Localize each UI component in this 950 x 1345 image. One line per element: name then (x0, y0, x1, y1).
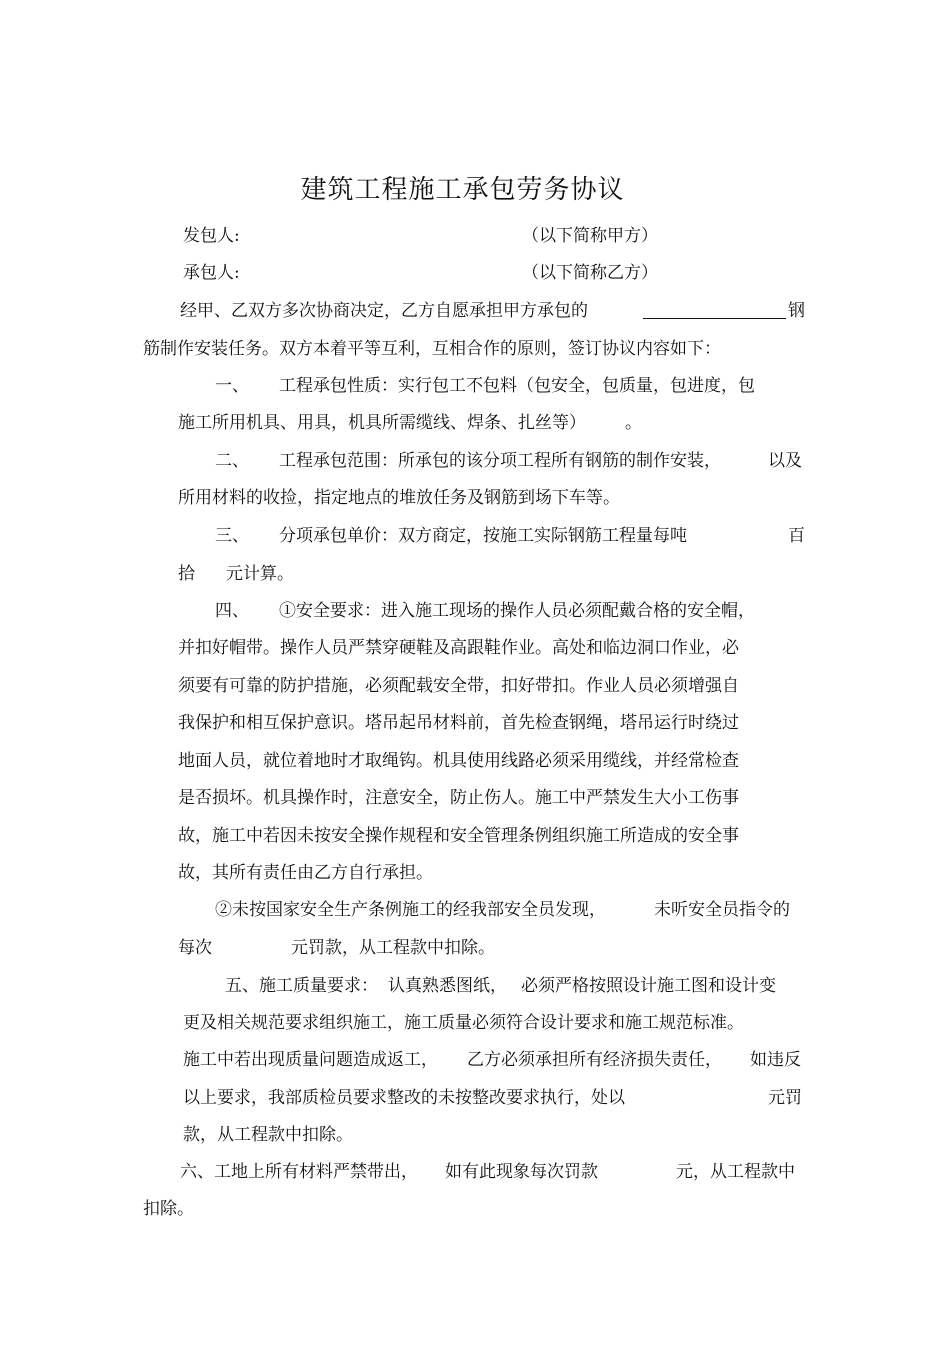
section-5-line-2: 更及相关规范要求组织施工，施工质量必须符合设计要求和施工规范标准。 (183, 1013, 744, 1033)
section-5-line-3-c: 如违反 (750, 1050, 801, 1070)
section-5-line-5: 款，从工程款中扣除。 (183, 1125, 353, 1145)
section-4-para-2-line-2-end: 元罚款，从工程款中扣除。 (291, 938, 495, 958)
section-4-line: 地面人员，就位着地时才取绳钩。机具使用线路必须采用缆线，并经常检查 (178, 751, 739, 771)
section-1-line-2-end: 。 (625, 413, 642, 433)
section-3-line-1-end: 百 (788, 526, 805, 546)
intro-line-1-end: 钢 (788, 301, 805, 321)
section-5-line-3-b: 乙方必须承担所有经济损失责任， (467, 1050, 722, 1070)
section-2-line-2: 所用材料的收捡，指定地点的堆放任务及钢筋到场下车等。 (178, 488, 620, 508)
section-1-line-1: 工程承包性质：实行包工不包料（包安全，包质量，包进度，包 (279, 376, 755, 396)
section-1-line-2: 施工所用机具、用具，机具所需缆线、焊条、扎丝等） (178, 413, 586, 433)
section-4-line: 我保护和相互保护意识。塔吊起吊材料前，首先检查钢绳，塔吊运行时绕过 (178, 713, 739, 733)
contractor-label: 承包人: (183, 263, 240, 283)
section-3-line-2: 拾 (178, 564, 195, 584)
section-4-para-2-line-1-end: 未听安全员指令的 (654, 900, 790, 920)
issuer-label: 发包人: (183, 226, 240, 246)
contractor-note: （以下简称乙方） (522, 263, 658, 283)
section-3-line-2-end: 元计算。 (226, 564, 294, 584)
section-4-line: 并扣好帽带。操作人员严禁穿硬鞋及高跟鞋作业。高处和临边洞口作业，必 (178, 638, 739, 658)
section-4-number: 四、 (215, 601, 249, 621)
section-4-line: 须要有可靠的防护措施，必须配载安全带，扣好带扣。作业人员必须增强自 (178, 676, 739, 696)
section-6-line-1-c: 元，从工程款中 (676, 1162, 795, 1182)
section-5-line-1-b: 认真熟悉图纸， (388, 976, 507, 996)
issuer-note: （以下简称甲方） (522, 226, 658, 246)
section-2-line-1-end: 以及 (768, 451, 802, 471)
section-4-line: 故，其所有责任由乙方自行承担。 (178, 863, 433, 883)
section-5-line-4-end: 元罚 (768, 1088, 802, 1108)
section-4-para-2-line-1: ②未按国家安全生产条例施工的经我部安全员发现， (215, 900, 606, 920)
intro-line-1: 经甲、乙双方多次协商决定，乙方自愿承担甲方承包的 (180, 301, 588, 321)
section-4-line: 是否损坏。机具操作时，注意安全，防止伤人。施工中严禁发生大小工伤事 (178, 788, 739, 808)
project-name-blank (643, 318, 786, 319)
section-1-number: 一、 (215, 376, 249, 396)
section-4-line: 故，施工中若因未按安全操作规程和安全管理条例组织施工所造成的安全事 (178, 826, 739, 846)
document-title: 建筑工程施工承包劳务协议 (300, 175, 625, 205)
section-4-line-1: ①安全要求：进入施工现场的操作人员必须配戴合格的安全帽， (279, 601, 755, 621)
section-2-line-1: 工程承包范围：所承包的该分项工程所有钢筋的制作安装， (279, 451, 721, 471)
section-5-line-4: 以上要求，我部质检员要求整改的未按整改要求执行，处以 (183, 1088, 625, 1108)
section-5-line-1-c: 必须严格按照设计施工图和设计变 (521, 976, 776, 996)
section-5-line-1-a: 五、施工质量要求： (225, 976, 378, 996)
section-2-number: 二、 (215, 451, 249, 471)
section-6-line-2: 扣除。 (143, 1199, 194, 1219)
section-6-line-1-a: 六、工地上所有材料严禁带出， (180, 1162, 418, 1182)
intro-line-2: 筋制作安装任务。双方本着平等互利，互相合作的原则，签订协议内容如下： (143, 339, 721, 359)
section-6-line-1-b: 如有此现象每次罚款 (445, 1162, 598, 1182)
section-4-para-2-line-2: 每次 (178, 938, 212, 958)
section-5-line-3-a: 施工中若出现质量问题造成返工， (183, 1050, 438, 1070)
section-3-number: 三、 (215, 526, 249, 546)
section-3-line-1: 分项承包单价：双方商定，按施工实际钢筋工程量每吨 (279, 526, 687, 546)
